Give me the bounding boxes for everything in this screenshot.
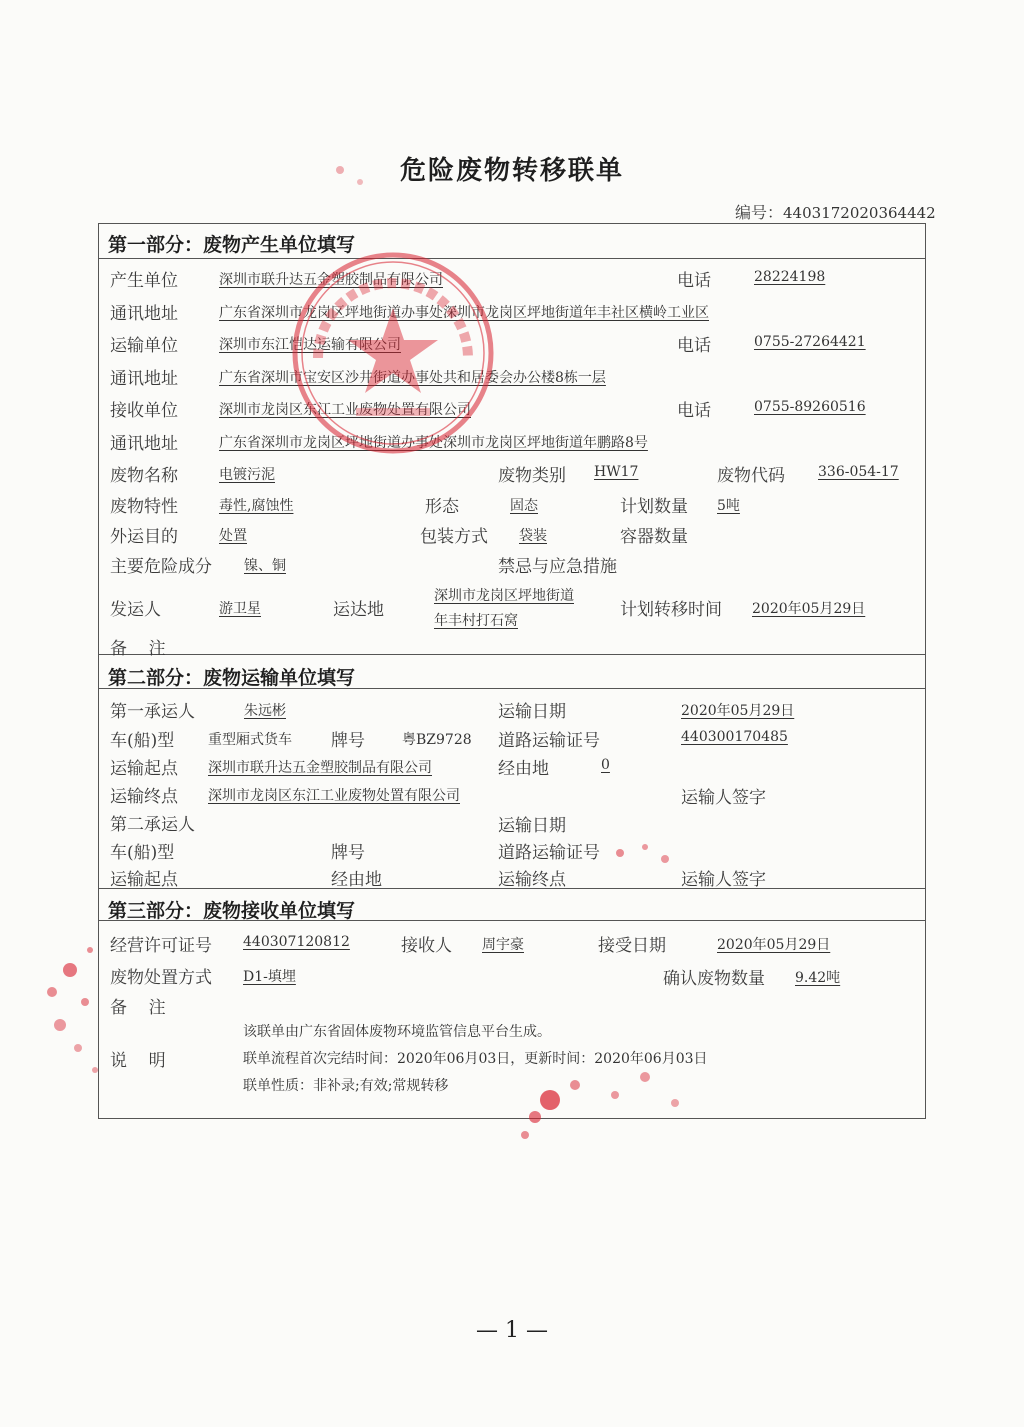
vehicle-type1-value: 重型厢式货车	[208, 732, 292, 748]
part3-header: 第三部分：废物接收单位填写	[108, 900, 356, 922]
document-number-label: 编号：	[735, 203, 784, 222]
vehicle-type1-label: 车(船)型	[110, 731, 175, 751]
destination-label: 运达地	[333, 600, 384, 620]
plate1-value: 粤BZ9728	[402, 732, 472, 748]
rule-part2-top	[98, 654, 926, 655]
waste-category-label: 废物类别	[498, 466, 566, 486]
transporter-address-label: 通讯地址	[110, 369, 178, 389]
end1-value: 深圳市龙岗区东江工业废物处置有限公司	[208, 788, 460, 804]
page-number: — 1 —	[476, 1318, 548, 1343]
receiver-value: 深圳市龙岗区东江工业废物处置有限公司	[219, 402, 471, 418]
disposal-label: 废物处置方式	[110, 968, 212, 988]
producer-value: 深圳市联升达五金塑胶制品有限公司	[219, 272, 443, 288]
destination-value-line2: 年丰村打石窝	[434, 613, 518, 629]
producer-label: 产生单位	[110, 271, 178, 291]
part2-header: 第二部分：废物运输单位填写	[108, 667, 356, 689]
carrier1-label: 第一承运人	[110, 702, 195, 722]
main-hazard-label: 主要危险成分	[110, 557, 212, 577]
rule-part1-header	[98, 258, 926, 259]
disposal-value: D1-填埋	[243, 969, 296, 985]
receiver-phone-label: 电话	[677, 401, 711, 421]
transporter-phone-value: 0755-27264421	[754, 334, 866, 350]
road-permit1-label: 道路运输证号	[498, 731, 600, 751]
transporter-address-value: 广东省深圳市宝安区沙井街道办事处共和居委会办公楼8栋一层	[219, 370, 606, 386]
recipient-value: 周宇豪	[482, 937, 524, 953]
document-number	[735, 200, 936, 223]
producer-phone-value: 28224198	[754, 269, 826, 285]
confirmed-qty-label: 确认废物数量	[663, 969, 765, 989]
purpose-label: 外运目的	[110, 527, 178, 547]
carrier1-value: 朱远彬	[244, 703, 286, 719]
receive-date-label: 接受日期	[598, 936, 666, 956]
note-line2: 联单流程首次完结时间：2020年06月03日，更新时间：2020年06月03日	[243, 1051, 708, 1067]
road-permit2-label: 道路运输证号	[498, 843, 600, 863]
planned-qty-value: 5吨	[717, 498, 740, 514]
start2-label: 运输起点	[110, 870, 178, 890]
planned-date-label: 计划转移时间	[620, 600, 722, 620]
transporter-label: 运输单位	[110, 336, 178, 356]
note-label: 说 明	[110, 1051, 166, 1071]
recipient-label: 接收人	[401, 936, 452, 956]
start1-value: 深圳市联升达五金塑胶制品有限公司	[208, 760, 432, 776]
transport-date1-label: 运输日期	[498, 702, 566, 722]
carrier2-label: 第二承运人	[110, 815, 195, 835]
receiver-address-label: 通讯地址	[110, 434, 178, 454]
transporter-value: 深圳市东江恺达运输有限公司	[219, 337, 401, 353]
receiver-address-value: 广东省深圳市龙岗区坪地街道办事处深圳市龙岗区坪地街道年鹏路8号	[219, 435, 648, 451]
start1-label: 运输起点	[110, 759, 178, 779]
packaging-label: 包装方式	[420, 527, 488, 547]
confirmed-qty-value: 9.42吨	[795, 970, 841, 986]
license-value: 440307120812	[243, 934, 350, 950]
signature1-label: 运输人签字	[681, 788, 766, 808]
shipper-label: 发运人	[110, 600, 161, 620]
plate1-label: 牌号	[331, 731, 365, 751]
part3-remarks-label: 备 注	[110, 998, 166, 1018]
form-label: 形态	[425, 497, 459, 517]
shipper-value: 游卫星	[219, 601, 261, 617]
receiver-label: 接收单位	[110, 401, 178, 421]
planned-date-value: 2020年05月29日	[752, 601, 866, 617]
packaging-value: 袋装	[519, 528, 547, 544]
via1-value: 0	[601, 757, 610, 773]
signature2-label: 运输人签字	[681, 870, 766, 890]
note-line3: 联单性质：非补录;有效;常规转移	[243, 1078, 449, 1094]
via1-label: 经由地	[498, 759, 549, 779]
transporter-phone-label: 电话	[677, 336, 711, 356]
vehicle-type2-label: 车(船)型	[110, 843, 175, 863]
end2-label: 运输终点	[498, 870, 566, 890]
receiver-phone-value: 0755-89260516	[754, 399, 866, 415]
document-title: 危险废物转移联单	[399, 156, 624, 186]
main-hazard-value: 镍、铜	[244, 558, 286, 574]
destination-value-line1: 深圳市龙岗区坪地街道	[434, 588, 574, 604]
part1-header: 第一部分：废物产生单位填写	[108, 234, 356, 256]
transport-date1-value: 2020年05月29日	[681, 703, 795, 719]
waste-code-label: 废物代码	[717, 466, 785, 486]
road-permit1-value: 440300170485	[681, 729, 788, 745]
license-label: 经营许可证号	[110, 936, 212, 956]
form-value: 固态	[510, 498, 538, 514]
waste-category-value: HW17	[594, 464, 639, 480]
waste-name-label: 废物名称	[110, 466, 178, 486]
note-line1: 该联单由广东省固体废物环境监管信息平台生成。	[243, 1024, 551, 1040]
producer-address-label: 通讯地址	[110, 304, 178, 324]
part1-remarks-label: 备 注	[110, 639, 166, 659]
planned-qty-label: 计划数量	[620, 497, 688, 517]
purpose-value: 处置	[219, 528, 247, 544]
via2-label: 经由地	[331, 870, 382, 890]
emergency-label: 禁忌与应急措施	[498, 557, 617, 577]
document-number-value: 4403172020364442	[783, 204, 936, 222]
waste-code-value: 336-054-17	[818, 464, 899, 480]
waste-name-value: 电镀污泥	[219, 467, 275, 483]
plate2-label: 牌号	[331, 843, 365, 863]
end1-label: 运输终点	[110, 787, 178, 807]
waste-property-label: 废物特性	[110, 497, 178, 517]
producer-address-value: 广东省深圳市龙岗区坪地街道办事处深圳市龙岗区坪地街道年丰社区横岭工业区	[219, 305, 709, 321]
waste-property-value: 毒性,腐蚀性	[219, 498, 294, 514]
container-qty-label: 容器数量	[620, 527, 688, 547]
producer-phone-label: 电话	[677, 271, 711, 291]
receive-date-value: 2020年05月29日	[717, 937, 831, 953]
transport-date2-label: 运输日期	[498, 816, 566, 836]
